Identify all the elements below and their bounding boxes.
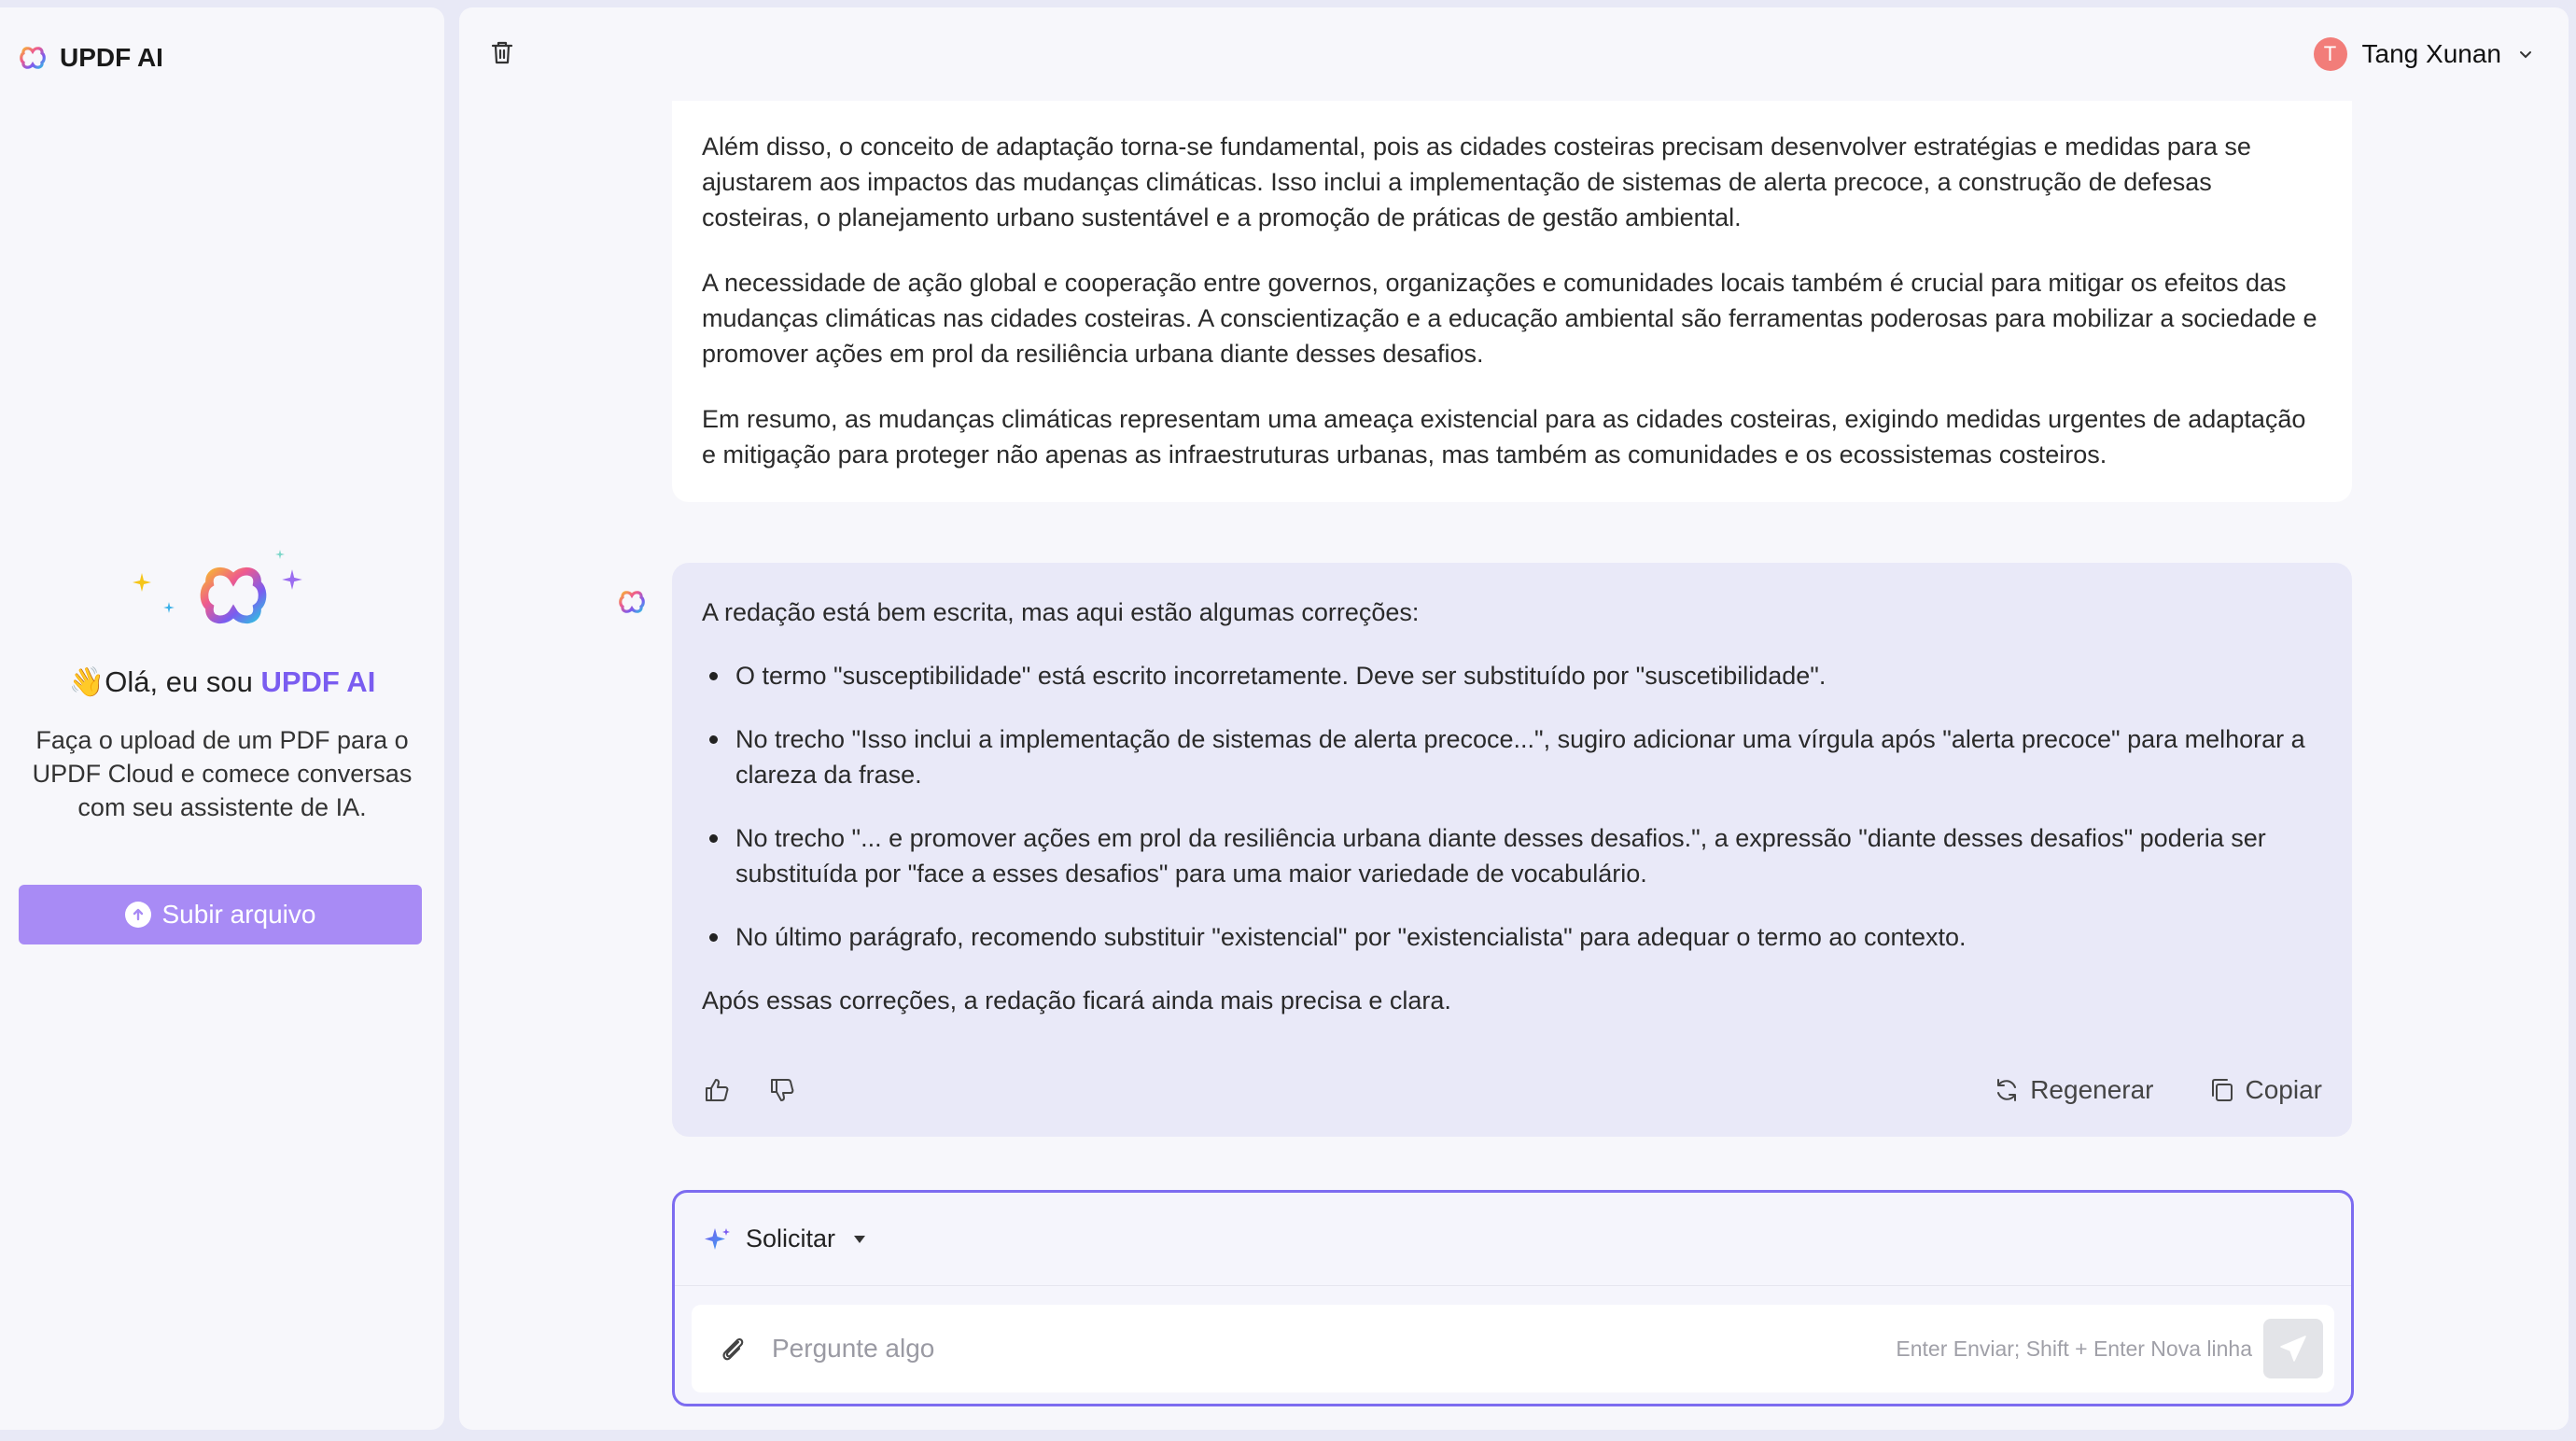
user-menu[interactable] xyxy=(2314,37,2535,71)
attach-button[interactable] xyxy=(716,1332,749,1365)
sparkle-purple-icon xyxy=(280,567,304,592)
brand-name: UPDF AI xyxy=(60,43,163,72)
upload-label: Subir arquivo xyxy=(161,900,316,929)
regenerate-label: Regenerar xyxy=(2030,1075,2154,1104)
delete-chat-button[interactable] xyxy=(487,37,517,72)
prompt-label: Solicitar xyxy=(746,1224,836,1252)
sidebar xyxy=(0,7,444,1430)
list-item: No trecho "... e promover ações em prol da resiliência urbana diante desses desafios.", a expressão "diante desses desafios" poderia ser substituída por "face a esses desafios" para uma maior variedade de vocabulário. xyxy=(702,820,2322,891)
assistant-bullets xyxy=(702,658,2322,955)
welcome-panel xyxy=(0,549,444,824)
refresh-icon xyxy=(1993,1076,2021,1104)
keyboard-hint: Enter Enviar; Shift + Enter Nova linha xyxy=(1896,1336,2252,1361)
chevron-down-icon xyxy=(2516,45,2535,63)
regenerate-button[interactable] xyxy=(1993,1075,2153,1105)
welcome-title xyxy=(0,665,444,699)
assistant-message xyxy=(672,563,2352,1137)
list-item: O termo "susceptibilidade" está escrito incorretamente. Deve ser substituído por "suscetibilidade". xyxy=(702,658,2322,693)
send-icon xyxy=(2277,1333,2309,1364)
sparkle-icon xyxy=(131,571,153,594)
welcome-logo xyxy=(119,549,325,633)
upload-file-button[interactable] xyxy=(19,885,422,944)
brand xyxy=(19,43,163,73)
list-item: No último parágrafo, recomendo substituir "existencial" por "existencialista" para adequar o termo ao contexto. xyxy=(702,919,2322,955)
assistant-avatar xyxy=(618,588,646,621)
thumbs-up-icon xyxy=(702,1075,732,1105)
user-message-paragraph: Além disso, o conceito de adaptação torna-se fundamental, pois as cidades costeiras precisam desenvolver estratégias e medidas para se ajustarem aos impactos das mudanças climáticas. Isso inclui a implementação de sistemas de alerta precoce, a construção de defesas costeiras, o planejamento urbano sustentável e a promoção de práticas de gestão ambiental. xyxy=(702,133,2251,231)
user-name: Tang Xunan xyxy=(2361,39,2501,68)
caret-down-icon xyxy=(854,1236,865,1243)
message-actions xyxy=(702,1071,2322,1109)
upload-icon xyxy=(125,902,151,928)
assistant-intro: A redação está bem escrita, mas aqui estão algumas correções: xyxy=(702,598,1420,626)
welcome-brand: UPDF AI xyxy=(260,665,376,698)
welcome-greeting: 👋Olá, eu sou xyxy=(68,665,261,698)
message-input-row xyxy=(692,1305,2334,1392)
thumbs-down-button[interactable] xyxy=(767,1075,797,1105)
updf-ai-icon xyxy=(618,588,646,616)
composer xyxy=(672,1190,2354,1406)
thumbs-down-icon xyxy=(767,1075,797,1105)
copy-label: Copiar xyxy=(2245,1075,2322,1104)
user-message-paragraph: Em resumo, as mudanças climáticas representam uma ameaça existencial para as cidades costeiras, exigindo medidas urgentes de adaptação e mitigação para proteger não apenas as infraestruturas urbanas, mas também as comunidades e os ecossistemas costeiros. xyxy=(702,405,2306,469)
paperclip-icon xyxy=(716,1332,749,1365)
prompt-selector[interactable] xyxy=(675,1193,2351,1286)
sparkle-small-icon xyxy=(162,601,175,614)
copy-icon xyxy=(2208,1076,2236,1104)
user-message xyxy=(672,101,2352,502)
trash-icon xyxy=(487,37,517,67)
send-button[interactable] xyxy=(2263,1319,2323,1378)
assistant-outro: Após essas correções, a redação ficará ainda mais precisa e clara. xyxy=(702,986,1451,1014)
list-item: No trecho "Isso inclui a implementação de sistemas de alerta precoce...", sugiro adicionar uma vírgula após "alerta precoce" para melhorar a clareza da frase. xyxy=(702,721,2322,792)
sparkle-prompt-icon xyxy=(703,1224,733,1254)
updf-ai-logo-icon xyxy=(198,560,269,631)
updf-logo-icon xyxy=(19,44,47,72)
sparkle-teal-icon xyxy=(274,549,286,560)
copy-button[interactable] xyxy=(2208,1075,2322,1105)
main-panel xyxy=(459,7,2569,1430)
user-message-paragraph: A necessidade de ação global e cooperação entre governos, organizações e comunidades locais também é crucial para mitigar os efeitos das mudanças climáticas nas cidades costeiras. A conscientização e a educação ambiental são ferramentas poderosas para mobilizar a sociedade e promover ações em prol da resiliência urbana diante desses desafios. xyxy=(702,269,2317,368)
thumbs-up-button[interactable] xyxy=(702,1075,732,1105)
message-input[interactable] xyxy=(772,1334,1896,1364)
avatar: T xyxy=(2314,37,2347,71)
welcome-description: Faça o upload de um PDF para o UPDF Cloud e comece conversas com seu assistente de IA. xyxy=(32,726,413,821)
